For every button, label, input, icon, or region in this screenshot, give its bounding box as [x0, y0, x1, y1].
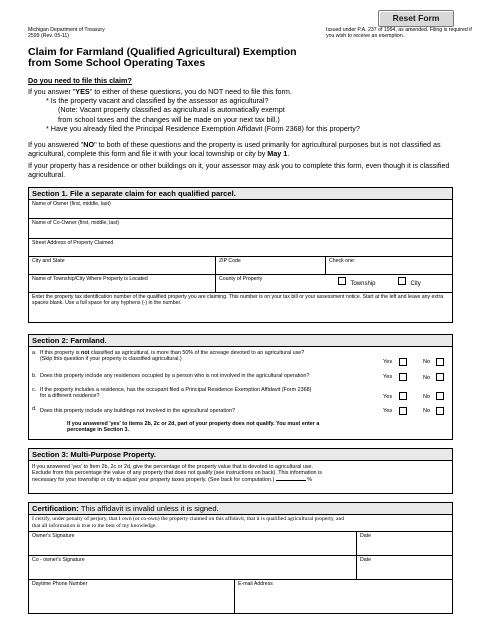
issued-notice: Issued under P.A. 237 of 1994, as amended. Filing is required if you wish to receive an exemption.: [326, 27, 472, 40]
owner-signature-row: [29, 532, 452, 556]
coowner-date-label: Date: [360, 557, 371, 563]
section-3-text: [32, 464, 452, 483]
form-title: [28, 47, 358, 69]
question-b-yes-checkbox[interactable]: [399, 373, 407, 381]
certification-heading: Certification: This affidavit is invalid unless it is signed.: [29, 503, 452, 515]
city-state-label: City and State: [32, 258, 65, 264]
street-address-field[interactable]: [29, 239, 452, 257]
owner-signature-field[interactable]: Owner's Signature: [32, 533, 75, 539]
section-3: [28, 448, 453, 494]
contact-row: [29, 580, 452, 613]
question-a-no-label: No: [423, 359, 431, 365]
title-line-1: Claim for Farmland (Qualified Agricultural) Exemption: [28, 46, 297, 58]
city-option[interactable]: [398, 272, 421, 290]
question-b-no-label: No: [423, 375, 431, 381]
question-c-no-label: No: [423, 394, 431, 400]
section-2-heading: Section 2: Farmland.: [29, 335, 452, 347]
question-a: If this property is not classified as agricultural, is more than 50% of the acreage devoted to an agricultural use? (Skip this question if your property is classified agricultural.): [40, 350, 305, 363]
owner-name-field[interactable]: [29, 200, 452, 219]
owner-date-field[interactable]: [356, 532, 453, 555]
question-b-letter: b.: [32, 373, 37, 379]
question-vacant-note-1: (Note: Vacant property classified as agricultural is automatically exempt: [58, 105, 285, 115]
percent-sign: %: [307, 476, 313, 483]
email-field[interactable]: [234, 580, 453, 613]
zip-field[interactable]: [215, 257, 325, 274]
check-one-label: Check one:: [329, 258, 356, 264]
email-label: E-mail Address: [238, 581, 273, 587]
section-2-note: If you answered 'yes' to items 2b, 2c or 2d, part of your property does not qualify. You must enter a percentage in Section 3.: [67, 421, 320, 434]
question-residence-affidavit: * Have you already filed the Principal Residence Exemption Affidavit (Form 2368) for this property?: [46, 123, 360, 133]
question-b: Does this property include any residences occupied by a person who is not involved in the agricultural operation?: [40, 373, 310, 379]
question-c: If the property includes a residence, has the occupant filed a Principal Residence Exemption Affidavit (Form 2368) for a different residence?: [40, 387, 312, 400]
township-name-label: Name of Township/City Where Property is Located: [32, 276, 148, 282]
question-c-yes-label: Yes: [383, 394, 393, 400]
question-d-yes-checkbox[interactable]: [399, 407, 407, 415]
question-b-no-checkbox[interactable]: [436, 373, 444, 381]
no-instruction: If you answered "NO" to both of these questions and the property is used primarily for agricultural purposes but is not classified as agricultural, complete this form and file it with your local township or city by May 1.: [28, 140, 441, 159]
question-c-yes-checkbox[interactable]: [399, 392, 407, 400]
cert-line-1: I certify, under penalty of perjury, that I own (or co-own) the property claimed on this affidavit, that it is qualified agricultural property, and: [32, 516, 345, 522]
department-name: Michigan Department of Treasury: [28, 27, 105, 33]
coowner-signature-field[interactable]: Co - owner's Signature: [32, 557, 85, 563]
form-header-left: [28, 27, 105, 39]
question-d-letter: d.: [32, 406, 37, 412]
form-number: 2599 (Rev. 05-11): [28, 33, 70, 40]
zip-label: ZIP Code: [219, 258, 241, 264]
need-to-file-heading: Do you need to file this claim?: [28, 76, 132, 85]
tax-id-instructions: Enter the property tax identification number of the qualified property you are claiming. This number is on your tax bill or your assessment notice. Start at the left and leave any extra spaces blank. Use a full space for any hyphens (-) in the number.: [32, 294, 444, 306]
section-3-heading: Section 3: Multi-Purpose Property.: [29, 449, 452, 461]
cert-line-2: that all information is true to the best of my knowledge.: [32, 522, 157, 529]
city-zip-row: [29, 257, 452, 275]
question-a-yes-label: Yes: [383, 359, 393, 365]
tax-id-field[interactable]: [29, 293, 452, 323]
county-label: County of Property: [219, 276, 263, 282]
question-vacant: * Is the property vacant and classified by the assessor as agricultural?: [46, 96, 269, 106]
question-a-letter: a.: [32, 350, 37, 356]
certification-statement: [29, 515, 452, 532]
coowner-name-label: Name of Co-Owner (first, middle, last): [32, 220, 120, 226]
question-a-no-checkbox[interactable]: [436, 358, 444, 366]
intro-block: [28, 87, 458, 133]
question-d-no-label: No: [423, 408, 431, 414]
city-label: City: [410, 281, 421, 287]
township-county-row: [29, 275, 452, 293]
question-d: Does this property include any buildings not involved in the agricultural operation?: [40, 408, 236, 414]
question-c-letter: c.: [32, 387, 37, 393]
phone-field[interactable]: Daytime Phone Number: [32, 581, 88, 587]
section-1-heading: Section 1. File a separate claim for each qualified parcel.: [29, 188, 452, 200]
question-a-yes-checkbox[interactable]: [399, 358, 407, 366]
township-option[interactable]: [338, 272, 375, 290]
county-field[interactable]: [215, 275, 325, 292]
section-3-line-3: necessary for your township or city to adjust your property taxes properly. (See back for computation.) %: [32, 476, 313, 483]
yes-instruction: If you answer "YES" to either of these questions, you do NOT need to file this form.: [28, 87, 292, 96]
question-d-no-checkbox[interactable]: [436, 407, 444, 415]
street-address-label: Street Address of Property Claimed: [32, 240, 114, 246]
owner-date-label: Date: [360, 533, 371, 539]
title-line-2: from Some School Operating Taxes: [28, 57, 206, 69]
section-3-line-1: If you answered 'yes' to Item 2b, 2c or 2d, give the percentage of the property value that is devoted to agricultural use.: [32, 464, 314, 470]
coowner-date-field[interactable]: [356, 556, 453, 579]
township-checkbox[interactable]: [338, 277, 346, 285]
question-c-no-checkbox[interactable]: [436, 392, 444, 400]
coowner-signature-row: [29, 556, 452, 580]
certification-section: [28, 502, 453, 614]
township-label: Township: [350, 281, 376, 287]
city-checkbox[interactable]: [398, 277, 406, 285]
question-vacant-note-2: from school taxes and the changes will be made on your next tax bill.): [58, 114, 280, 124]
coowner-name-field[interactable]: [29, 219, 452, 239]
reset-form-button[interactable]: Reset Form: [378, 10, 454, 27]
question-b-yes-label: Yes: [383, 374, 393, 380]
section-1: [28, 187, 453, 323]
township-city-options: [325, 275, 453, 292]
owner-name-label: Name of Owner (first, middle, last): [32, 201, 111, 207]
section-2: [28, 334, 453, 440]
percentage-field[interactable]: [276, 480, 306, 481]
section-3-line-2: Exclude from this percentage the value of any property that does not qualify (see instructions on back). This information is: [32, 470, 322, 477]
question-d-yes-label: Yes: [383, 408, 393, 414]
residence-note: If your property has a residence or other buildings on it, your assessor may ask you to complete this form, even though it is classified agricultural.: [28, 161, 450, 180]
